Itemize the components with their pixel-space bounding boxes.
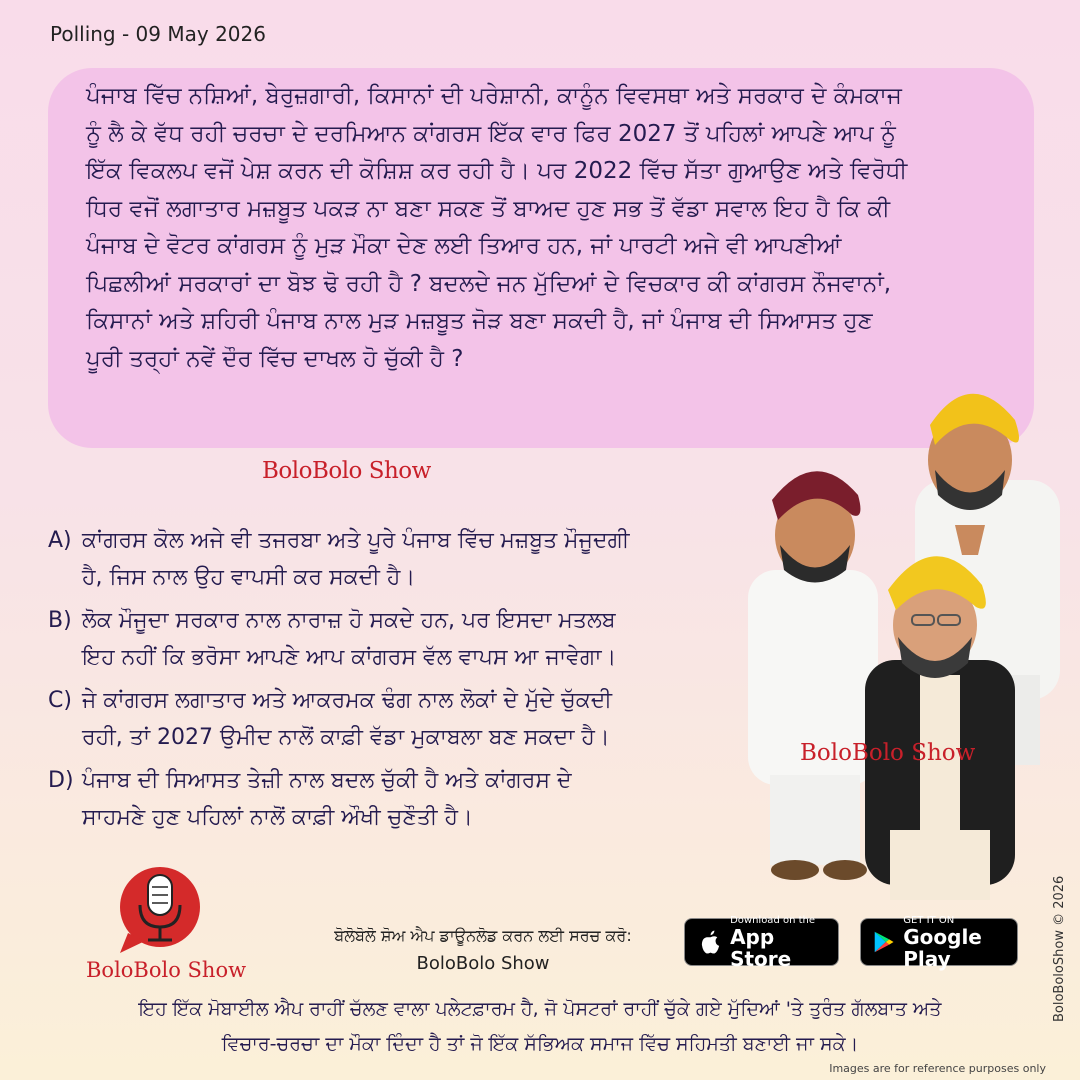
brand-watermark-photo: BoloBolo Show <box>800 740 976 766</box>
google-play-icon <box>873 928 895 956</box>
option-text: ਕਾਂਗਰਸ ਕੋਲ ਅਜੇ ਵੀ ਤਜਰਬਾ ਅਤੇ ਪੂਰੇ ਪੰਜਾਬ ਵਿੱਚ ਮਜ਼ਬੂਤ ਮੌਜੂਦਗੀ ਹੈ, ਜਿਸ ਨਾਲ ਉਹ ਵਾਪਸੀ ਕਰ ਸਕਦੀ ਹੈ। <box>82 528 630 590</box>
disclaimer-text: Images are for reference purposes only <box>829 1062 1046 1075</box>
poll-option-c[interactable] <box>48 682 748 756</box>
footer-description: ਇਹ ਇੱਕ ਮੋਬਾਈਲ ਐਪ ਰਾਹੀਂ ਚੱਲਣ ਵਾਲਾ ਪਲੇਟਫ਼ਾਰਮ ਹੈ, ਜੋ ਪੋਸਟਰਾਂ ਰਾਹੀਂ ਚੁੱਕੇ ਗਏ ਮੁੱਦਿਆਂ 'ਤੇ ਤੁਰੰਤ ਗੱਲਬਾਤ ਅਤੇ ਵਿਚਾਰ-ਚਰਚਾ ਦਾ ਮੌਕਾ ਦਿੰਦਾ ਹੈ ਤਾਂ ਜੋ ਇੱਕ ਸੱਭਿਅਕ ਸਮਾਜ ਵਿੱਚ ਸਹਿਮਤੀ ਬਣਾਈ ਜਾ ਸਕੇ। <box>138 998 942 1055</box>
option-text: ਜੇ ਕਾਂਗਰਸ ਲਗਾਤਾਰ ਅਤੇ ਆਕਰਮਕ ਢੰਗ ਨਾਲ ਲੋਕਾਂ ਦੇ ਮੁੱਦੇ ਚੁੱਕਦੀ ਰਹੀ, ਤਾਂ 2027 ਉਮੀਦ ਨਾਲੋਂ ਕਾਫ਼ੀ ਵੱਡਾ ਮੁਕਾਬਲਾ ਬਣ ਸਕਦਾ ਹੈ। <box>82 688 612 750</box>
date-label: Polling - 09 May 2026 <box>50 22 266 46</box>
google-play-button[interactable] <box>860 914 1018 971</box>
poll-option-d[interactable] <box>48 762 748 836</box>
download-prompt-text: ਬੋਲੋਬੋਲੋ ਸ਼ੋਅ ਐਪ ਡਾਊਨਲੋਡ ਕਰਨ ਲਈ ਸਰਚ ਕਰੋ: <box>334 926 632 945</box>
politicians-illustration <box>740 375 1060 900</box>
poll-option-a[interactable] <box>48 522 748 596</box>
option-letter: B) <box>48 608 72 633</box>
google-play-small-text: GET IT ON <box>903 914 955 926</box>
option-text: ਲੋਕ ਮੌਜੂਦਾ ਸਰਕਾਰ ਨਾਲ ਨਾਰਾਜ਼ ਹੋ ਸਕਦੇ ਹਨ, ਪਰ ਇਸਦਾ ਮਤਲਬ ਇਹ ਨਹੀਂ ਕਿ ਭਰੋਸਾ ਆਪਣੇ ਆਪ ਕਾਂਗਰਸ ਵੱਲ ਵਾਪਸ ਆ ਜਾਵੇਗਾ। <box>82 608 617 670</box>
app-store-button[interactable] <box>684 914 839 971</box>
app-store-big-text: App Store <box>730 924 792 971</box>
person-left <box>748 471 878 880</box>
copyright-text: BoloBoloShow © 2026 <box>1052 875 1067 1022</box>
apple-icon <box>699 928 722 956</box>
microphone-logo-icon <box>110 865 210 955</box>
download-prompt <box>278 922 688 978</box>
app-store-small-text: Download on the <box>730 914 816 926</box>
poll-options <box>48 522 748 842</box>
download-app-name: BoloBolo Show <box>416 953 550 974</box>
poll-option-b[interactable] <box>48 602 748 676</box>
brand-watermark: BoloBolo Show <box>262 458 431 484</box>
brand-logo-name: BoloBolo Show <box>86 958 247 982</box>
google-play-big-text: Google Play <box>903 924 982 971</box>
option-letter: D) <box>48 768 74 793</box>
option-letter: C) <box>48 688 72 713</box>
question-text: ਪੰਜਾਬ ਵਿੱਚ ਨਸ਼ਿਆਂ, ਬੇਰੁਜ਼ਗਾਰੀ, ਕਿਸਾਨਾਂ ਦੀ ਪਰੇਸ਼ਾਨੀ, ਕਾਨੂੰਨ ਵਿਵਸਥਾ ਅਤੇ ਸਰਕਾਰ ਦੇ ਕੰਮਕਾਜ ਨੂੰ ਲੈ ਕੇ ਵੱਧ ਰਹੀ ਚਰਚਾ ਦੇ ਦਰਮਿਆਨ ਕਾਂਗਰਸ ਇੱਕ ਵਾਰ ਫਿਰ 2027 ਤੋਂ ਪਹਿਲਾਂ ਆਪਣੇ ਆਪ ਨੂੰ ਇੱਕ ਵਿਕਲਪ ਵਜੋਂ ਪੇਸ਼ ਕਰਨ ਦੀ ਕੋਸ਼ਿਸ਼ ਕਰ ਰਹੀ ਹੈ। ਪਰ 2022 ਵਿੱਚ ਸੱਤਾ ਗੁਆਉਣ ਅਤੇ ਵਿਰੋਧੀ ਧਿਰ ਵਜੋਂ ਲਗਾਤਾਰ ਮਜ਼ਬੂਤ ਪਕੜ ਨਾ ਬਣਾ ਸਕਣ ਤੋਂ ਬਾਅਦ ਹੁਣ ਸਭ ਤੋਂ ਵੱਡਾ ਸਵਾਲ ਇਹ ਹੈ ਕਿ ਕੀ ਪੰਜਾਬ ਦੇ ਵੋਟਰ ਕਾਂਗਰਸ ਨੂੰ ਮੁੜ ਮੌਕਾ ਦੇਣ ਲਈ ਤਿਆਰ ਹਨ, ਜਾਂ ਪਾਰਟੀ ਅਜੇ ਵੀ ਆਪਣੀਆਂ ਪਿਛਲੀਆਂ ਸਰਕਾਰਾਂ ਦਾ ਬੋਝ ਢੋ ਰਹੀ ਹੈ ? ਬਦਲਦੇ ਜਨ ਮੁੱਦਿਆਂ ਦੇ ਵਿਚਕਾਰ ਕੀ ਕਾਂਗਰਸ ਨੌਜਵਾਨਾਂ, ਕਿਸਾਨਾਂ ਅਤੇ ਸ਼ਹਿਰੀ ਪੰਜਾਬ ਨਾਲ ਮੁੜ ਮਜ਼ਬੂਤ ਜੋੜ ਬਣਾ ਸਕਦੀ ਹੈ, ਜਾਂ ਪੰਜਾਬ ਦੀ ਸਿਆਸਤ ਹੁਣ ਪੂਰੀ ਤਰ੍ਹਾਂ ਨਵੇਂ ਦੌਰ ਵਿੱਚ ਦਾਖਲ ਹੋ ਚੁੱਕੀ ਹੈ ? <box>86 83 908 372</box>
option-letter: A) <box>48 528 72 553</box>
option-text: ਪੰਜਾਬ ਦੀ ਸਿਆਸਤ ਤੇਜ਼ੀ ਨਾਲ ਬਦਲ ਚੁੱਕੀ ਹੈ ਅਤੇ ਕਾਂਗਰਸ ਦੇ ਸਾਹਮਣੇ ਹੁਣ ਪਹਿਲਾਂ ਨਾਲੋਂ ਕਾਫ਼ੀ ਔਖੀ ਚੁਣੌਤੀ ਹੈ। <box>82 768 572 830</box>
